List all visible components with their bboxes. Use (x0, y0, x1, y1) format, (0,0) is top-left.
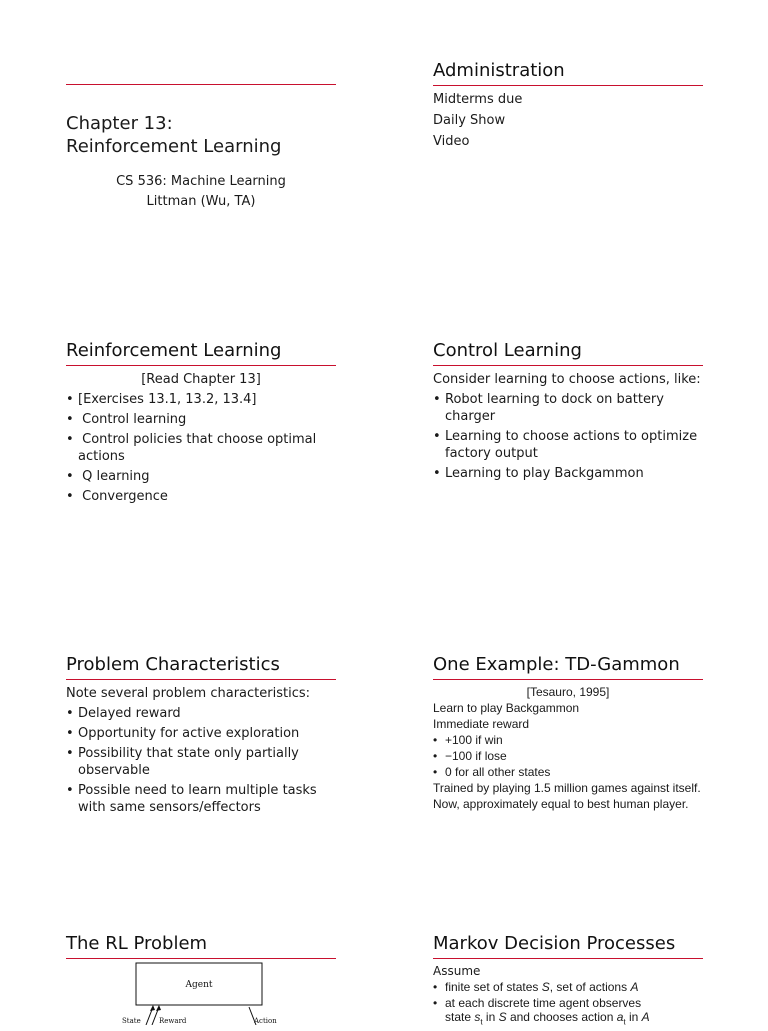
slide-divider (66, 365, 336, 366)
list-item: Video (433, 134, 470, 149)
cover-title (66, 112, 336, 158)
slide-divider (433, 958, 703, 959)
bullet-icon: • (433, 466, 441, 481)
bullet-icon: • (433, 429, 441, 444)
slide-body (433, 964, 703, 1029)
agent-environment-diagram (106, 959, 296, 1025)
bullet-item: • Delayed reward (66, 706, 181, 721)
citation: [Tesauro, 1995] (526, 685, 610, 699)
bullet-item: • 0 for all other states (433, 765, 551, 779)
reward-label: Reward (159, 1017, 187, 1025)
bullet-icon: • (66, 746, 74, 761)
cover-title-line2: Reinforcement Learning (66, 136, 282, 157)
bullet-item: • Learning to choose actions to optimize factory output (433, 429, 698, 461)
slide-divider (66, 679, 336, 680)
list-item: Midterms due (433, 92, 523, 107)
slide-markov-decision-processes (433, 933, 703, 1031)
slide-body (433, 685, 703, 811)
slide-divider (433, 679, 703, 680)
slide-body (66, 685, 336, 816)
bullet-icon: • (66, 489, 74, 504)
bullet-icon: • (433, 996, 438, 1010)
bullet-item: • −100 if lose (433, 749, 507, 763)
slide-reinforcement-learning (66, 340, 336, 508)
bullet-item: • Robot learning to dock on battery charger (433, 392, 664, 424)
slide-divider (66, 84, 336, 85)
cover-title-line1: Chapter 13: (66, 113, 173, 134)
bullet-item: • Control learning (66, 412, 187, 427)
reward-arrowhead (156, 1005, 161, 1011)
agent-label: Agent (185, 980, 213, 990)
slide-title: Control Learning (433, 340, 582, 361)
state-arrowhead (150, 1005, 155, 1011)
intro-text: Consider learning to choose actions, like: (433, 372, 701, 387)
slide-control-learning (433, 340, 703, 485)
slide-rl-problem (66, 933, 336, 1025)
slide-title: The RL Problem (66, 933, 208, 954)
state-label: State (122, 1017, 141, 1025)
bullet-icon: • (66, 392, 74, 407)
bullet-icon: • (66, 706, 74, 721)
slide-divider (433, 85, 703, 86)
slide-title: Markov Decision Processes (433, 933, 676, 954)
reading-note: [Read Chapter 13] (141, 372, 261, 387)
text-line: Immediate reward (433, 717, 530, 731)
bullet-icon: • (433, 765, 438, 779)
bullet-icon: • (66, 412, 74, 427)
bullet-icon: • (66, 469, 74, 484)
slide-title: Problem Characteristics (66, 654, 280, 675)
slide-title: Administration (433, 60, 565, 81)
slide-cover (66, 84, 336, 209)
slide-td-gammon (433, 654, 703, 813)
slide-problem-characteristics (66, 654, 336, 819)
text-line: Learn to play Backgammon (433, 701, 580, 715)
bullet-item: • at each discrete time agent observes state $s_t$ in S and chooses action $a_t$ in A (433, 996, 650, 1027)
bullet-item: • finite set of states S, set of actions A (433, 980, 639, 994)
slide-title: One Example: TD-Gammon (433, 654, 680, 675)
course-name: CS 536: Machine Learning (116, 174, 286, 189)
intro-text: Note several problem characteristics: (66, 686, 310, 701)
bullet-icon: • (66, 726, 74, 741)
slide-body (433, 371, 703, 482)
bullet-icon: • (433, 980, 438, 994)
bullet-icon: • (66, 432, 74, 447)
action-label: Action (254, 1017, 277, 1025)
bullet-icon: • (433, 733, 438, 747)
slide-administration (433, 60, 703, 154)
bullet-icon: • (433, 392, 441, 407)
slide-divider (433, 365, 703, 366)
bullet-item: • Learning to play Backgammon (433, 466, 644, 481)
bullet-item: • +100 if win (433, 733, 503, 747)
bullet-item: • Q learning (66, 469, 150, 484)
slide-body (433, 91, 703, 151)
text-line: Assume (433, 964, 481, 978)
slide-body (66, 371, 336, 505)
text-line: Now, approximately equal to best human player. (433, 797, 689, 811)
bullet-icon: • (66, 783, 74, 798)
cover-subtitle (66, 172, 336, 212)
bullet-icon: • (433, 749, 438, 763)
slide-title: Reinforcement Learning (66, 340, 282, 361)
bullet-item: • Control policies that choose optimal actions (66, 432, 317, 464)
bullet-item: • Convergence (66, 489, 168, 504)
bullet-item: • Possibility that state only partially observable (66, 746, 299, 778)
instructor-name: Littman (Wu, TA) (146, 194, 256, 209)
list-item: Daily Show (433, 113, 506, 128)
bullet-item: • Possible need to learn multiple tasks with same sensors/effectors (66, 783, 317, 815)
bullet-item: • Opportunity for active exploration (66, 726, 300, 741)
text-line: Trained by playing 1.5 million games against itself. (433, 781, 701, 795)
bullet-item: • [Exercises 13.1, 13.2, 13.4] (66, 392, 257, 407)
